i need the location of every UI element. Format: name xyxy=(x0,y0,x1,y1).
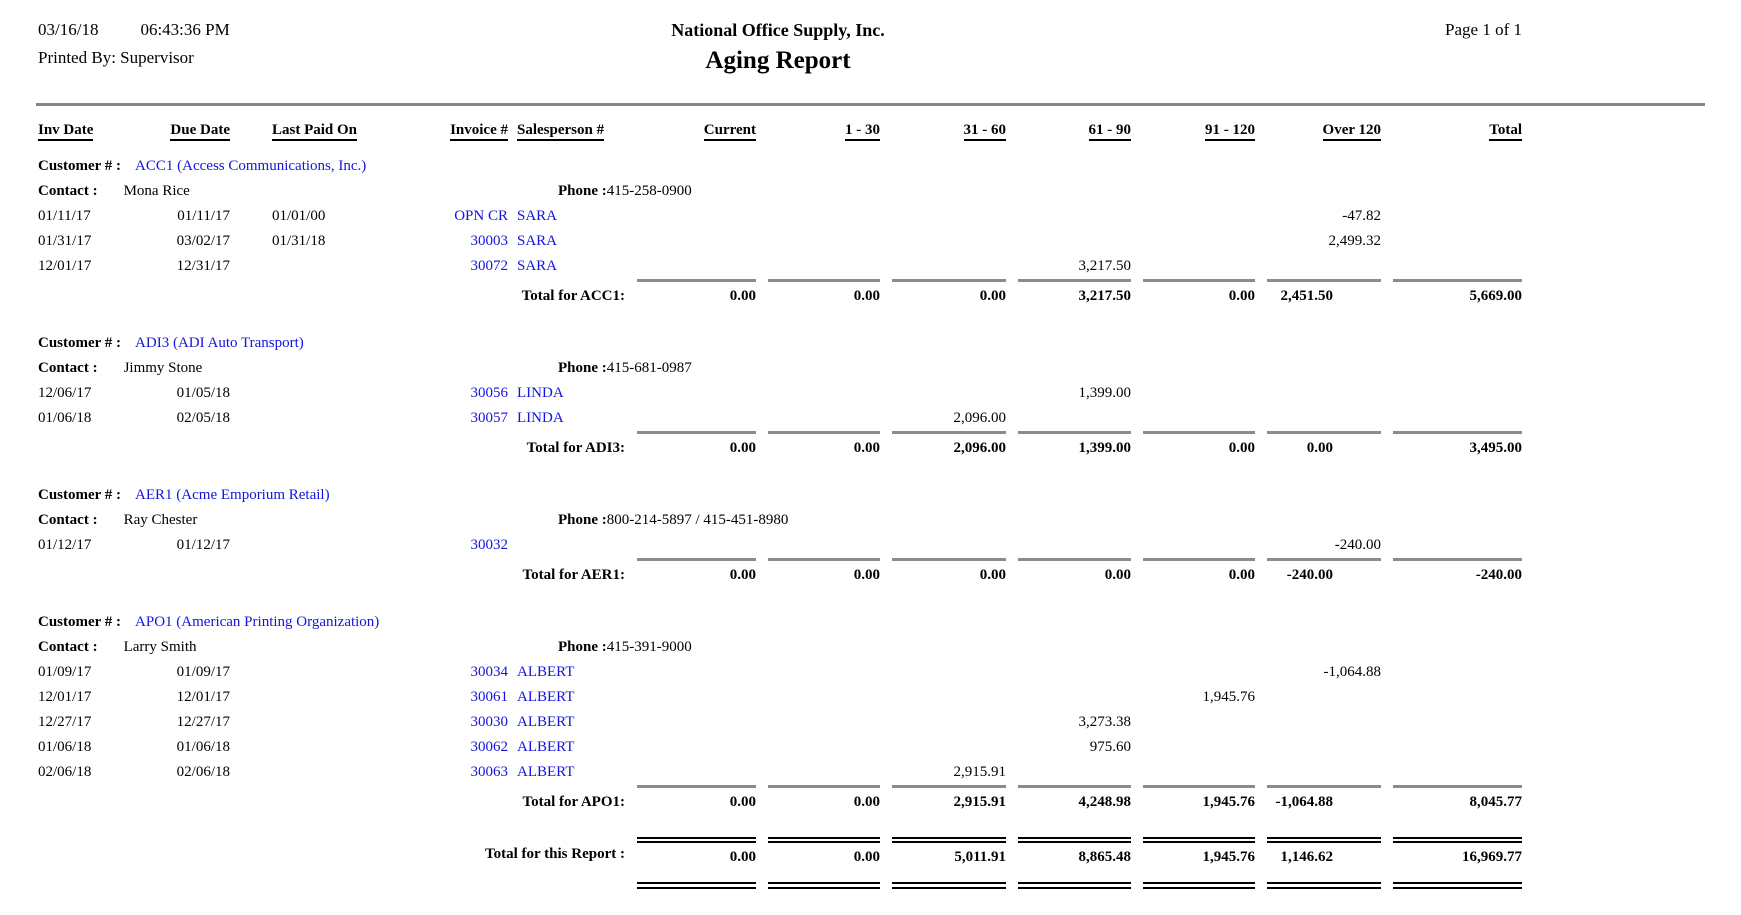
inv-date: 12/01/17 xyxy=(38,689,92,705)
customer-code-link[interactable]: ADI3 (ADI Auto Transport) xyxy=(135,335,304,351)
contact-row xyxy=(0,356,1741,381)
amount-current xyxy=(625,660,756,685)
amount-61-90 xyxy=(1006,660,1131,685)
inv-date: 01/11/17 xyxy=(38,208,91,224)
inv-date: 01/12/17 xyxy=(38,537,92,553)
amount-1-30 xyxy=(756,229,880,254)
amount-total xyxy=(1381,229,1522,254)
total-total: -240.00 xyxy=(1393,558,1522,584)
printed-date: 03/16/18 xyxy=(38,20,99,39)
customer-total-label: Total for ACC1: xyxy=(521,288,625,304)
total-31-60: 0.00 xyxy=(892,279,1006,305)
amount-total xyxy=(1381,710,1522,735)
amount-61-90 xyxy=(1006,760,1131,785)
inv-date: 01/31/17 xyxy=(38,233,92,249)
total-current: 0.00 xyxy=(637,431,756,457)
amount-61-90: 3,273.38 xyxy=(1078,714,1131,730)
amount-1-30 xyxy=(756,685,880,710)
amount-current xyxy=(625,710,756,735)
report-total-total: 16,969.77 xyxy=(1393,837,1522,866)
amount-31-60: 2,096.00 xyxy=(953,410,1006,426)
amount-total xyxy=(1381,760,1522,785)
amount-over-120 xyxy=(1255,254,1381,279)
amount-1-30 xyxy=(756,710,880,735)
due-date: 01/11/17 xyxy=(177,208,230,224)
amount-91-120 xyxy=(1131,660,1255,685)
amount-91-120 xyxy=(1131,254,1255,279)
amount-1-30 xyxy=(756,660,880,685)
total-91-120: 0.00 xyxy=(1143,279,1255,305)
amount-61-90 xyxy=(1006,533,1131,558)
amount-31-60 xyxy=(880,229,1006,254)
salesperson-link[interactable]: LINDA xyxy=(517,385,564,401)
phone xyxy=(558,179,692,204)
last-paid-on: 01/31/18 xyxy=(272,233,326,249)
amount-total xyxy=(1381,406,1522,431)
amount-1-30 xyxy=(756,760,880,785)
inv-date: 12/27/17 xyxy=(38,714,92,730)
amount-31-60 xyxy=(880,204,1006,229)
inv-date: 12/06/17 xyxy=(38,385,92,401)
total-91-120: 0.00 xyxy=(1143,431,1255,457)
amount-91-120 xyxy=(1131,381,1255,406)
total-1-30: 0.00 xyxy=(768,431,880,457)
due-date: 03/02/17 xyxy=(176,233,230,249)
customer-total-label: Total for AER1: xyxy=(522,567,625,583)
invoice-number-link[interactable]: 30061 xyxy=(470,689,508,705)
amount-31-60: 2,915.91 xyxy=(953,764,1006,780)
amount-61-90 xyxy=(1006,685,1131,710)
total-91-120: 0.00 xyxy=(1143,558,1255,584)
contact-name: Jimmy Stone xyxy=(123,360,203,376)
customer-section-acc1 xyxy=(0,154,1741,319)
report-total-row xyxy=(0,837,1741,877)
salesperson-link[interactable]: ALBERT xyxy=(517,689,575,705)
phone-label: Phone : xyxy=(558,512,607,528)
last-paid-on xyxy=(230,710,368,735)
amount-61-90 xyxy=(1006,406,1131,431)
contact-label: Contact : xyxy=(38,183,98,199)
amount-1-30 xyxy=(756,533,880,558)
invoice-number-link[interactable]: 30032 xyxy=(470,537,508,553)
invoice-number-link[interactable]: 30063 xyxy=(470,764,508,780)
invoice-row xyxy=(0,254,1741,279)
inv-date: 01/09/17 xyxy=(38,664,92,680)
last-paid-on xyxy=(230,254,368,279)
last-paid-on xyxy=(230,381,368,406)
contact-name: Ray Chester xyxy=(123,512,198,528)
amount-total xyxy=(1381,204,1522,229)
amount-91-120 xyxy=(1131,204,1255,229)
last-paid-on xyxy=(230,735,368,760)
customer-total-row xyxy=(0,785,1741,825)
inv-date: 01/06/18 xyxy=(38,739,92,755)
amount-total xyxy=(1381,685,1522,710)
page-title: Aging Report xyxy=(705,47,851,74)
contact-label: Contact : xyxy=(38,639,98,655)
amount-current xyxy=(625,760,756,785)
amount-31-60 xyxy=(880,254,1006,279)
report-total-31-60: 5,011.91 xyxy=(892,837,1006,866)
amount-91-120 xyxy=(1131,406,1255,431)
amount-31-60 xyxy=(880,710,1006,735)
invoice-row xyxy=(0,660,1741,685)
total-over-120: -240.00 xyxy=(1267,558,1381,584)
total-61-90: 3,217.50 xyxy=(1018,279,1131,305)
amount-over-120 xyxy=(1255,735,1381,760)
salesperson-link[interactable]: ALBERT xyxy=(517,764,575,780)
total-total: 3,495.00 xyxy=(1393,431,1522,457)
last-paid-on xyxy=(230,760,368,785)
invoice-row xyxy=(0,406,1741,431)
customer-header-row xyxy=(0,331,1741,356)
total-total: 5,669.00 xyxy=(1393,279,1522,305)
report-total-current: 0.00 xyxy=(637,837,756,866)
due-date: 12/01/17 xyxy=(176,689,230,705)
customer-number-label: Customer # : xyxy=(38,335,122,351)
customer-code-link[interactable]: AER1 (Acme Emporium Retail) xyxy=(135,487,330,503)
report-header xyxy=(0,0,1741,103)
amount-over-120: 2,499.32 xyxy=(1328,233,1381,249)
report-total-label: Total for this Report : xyxy=(485,846,625,862)
phone xyxy=(558,508,788,533)
amount-31-60 xyxy=(880,660,1006,685)
total-total: 8,045.77 xyxy=(1393,785,1522,811)
amount-91-120 xyxy=(1131,735,1255,760)
amount-over-120 xyxy=(1255,381,1381,406)
report-closing-rule xyxy=(0,882,1741,896)
invoice-number-link[interactable]: 30003 xyxy=(470,233,508,249)
total-91-120: 1,945.76 xyxy=(1143,785,1255,811)
customer-section-aer1 xyxy=(0,483,1741,598)
phone-label: Phone : xyxy=(558,183,607,199)
inv-date: 01/06/18 xyxy=(38,410,92,426)
customer-header-row xyxy=(0,483,1741,508)
amount-31-60 xyxy=(880,533,1006,558)
amount-61-90: 975.60 xyxy=(1089,739,1131,755)
contact-name: Mona Rice xyxy=(123,183,190,199)
inv-date: 02/06/18 xyxy=(38,764,92,780)
salesperson-link[interactable]: ALBERT xyxy=(517,714,575,730)
amount-current xyxy=(625,381,756,406)
invoice-row xyxy=(0,685,1741,710)
amount-current xyxy=(625,254,756,279)
customer-number-label: Customer # : xyxy=(38,487,122,503)
due-date: 12/31/17 xyxy=(176,258,230,274)
phone-number: 800-214-5897 / 415-451-8980 xyxy=(606,512,789,528)
contact-label: Contact : xyxy=(38,512,98,528)
salesperson-link[interactable]: ALBERT xyxy=(517,739,575,755)
amount-total xyxy=(1381,660,1522,685)
amount-over-120 xyxy=(1255,406,1381,431)
last-paid-on xyxy=(230,406,368,431)
amount-over-120: -1,064.88 xyxy=(1323,664,1381,680)
amount-over-120 xyxy=(1255,685,1381,710)
phone-label: Phone : xyxy=(558,639,607,655)
salesperson-link[interactable]: SARA xyxy=(517,208,558,224)
amount-91-120 xyxy=(1131,710,1255,735)
phone-number: 415-681-0987 xyxy=(606,360,692,376)
total-61-90: 4,248.98 xyxy=(1018,785,1131,811)
amount-31-60 xyxy=(880,381,1006,406)
due-date: 01/06/18 xyxy=(176,739,230,755)
last-paid-on xyxy=(230,660,368,685)
salesperson-link[interactable]: SARA xyxy=(517,233,558,249)
due-date: 01/05/18 xyxy=(176,385,230,401)
col-due-date: Due Date xyxy=(170,122,230,141)
report-total-over-120: 1,146.62 xyxy=(1267,837,1381,866)
invoice-number-link[interactable]: 30062 xyxy=(470,739,508,755)
amount-31-60 xyxy=(880,735,1006,760)
amount-current xyxy=(625,204,756,229)
printed-by: Printed By: Supervisor xyxy=(38,48,194,67)
total-31-60: 0.00 xyxy=(892,558,1006,584)
due-date: 01/12/17 xyxy=(176,537,230,553)
contact-row xyxy=(0,635,1741,660)
amount-current xyxy=(625,229,756,254)
phone-number: 415-258-0900 xyxy=(606,183,692,199)
customer-total-row xyxy=(0,279,1741,319)
customer-total-row xyxy=(0,558,1741,598)
invoice-number-link[interactable]: 30072 xyxy=(470,258,508,274)
amount-over-120: -240.00 xyxy=(1334,537,1381,553)
col-invoice: Invoice # xyxy=(450,122,508,141)
amount-current xyxy=(625,533,756,558)
last-paid-on: 01/01/00 xyxy=(272,208,326,224)
col-over-120: Over 120 xyxy=(1323,122,1381,141)
amount-61-90: 1,399.00 xyxy=(1078,385,1131,401)
customer-number-label: Customer # : xyxy=(38,158,122,174)
col-total: Total xyxy=(1489,122,1522,141)
amount-total xyxy=(1381,381,1522,406)
col-61-90: 61 - 90 xyxy=(1089,122,1132,141)
customer-header-row xyxy=(0,154,1741,179)
invoice-row xyxy=(0,381,1741,406)
salesperson-link[interactable]: SARA xyxy=(517,258,558,274)
printed-time: 06:43:36 PM xyxy=(140,20,230,39)
last-paid-on xyxy=(230,685,368,710)
total-over-120: 0.00 xyxy=(1267,431,1381,457)
customer-number-label: Customer # : xyxy=(38,614,122,630)
amount-current xyxy=(625,685,756,710)
col-1-30: 1 - 30 xyxy=(845,122,880,141)
customer-total-label: Total for ADI3: xyxy=(526,440,625,456)
report-total-91-120: 1,945.76 xyxy=(1143,837,1255,866)
total-1-30: 0.00 xyxy=(768,279,880,305)
col-inv-date: Inv Date xyxy=(38,122,93,141)
customer-total-label: Total for APO1: xyxy=(522,794,625,810)
amount-total xyxy=(1381,254,1522,279)
due-date: 02/06/18 xyxy=(176,764,230,780)
invoice-number-link[interactable]: 30030 xyxy=(470,714,508,730)
amount-over-120: -47.82 xyxy=(1342,208,1381,224)
contact-label: Contact : xyxy=(38,360,98,376)
page-number: Page 1 of 1 xyxy=(1445,20,1522,39)
report-total-1-30: 0.00 xyxy=(768,837,880,866)
contact-name: Larry Smith xyxy=(123,639,197,655)
amount-1-30 xyxy=(756,254,880,279)
amount-91-120 xyxy=(1131,533,1255,558)
salesperson-link[interactable] xyxy=(508,533,625,558)
amount-1-30 xyxy=(756,406,880,431)
due-date: 01/09/17 xyxy=(176,664,230,680)
customer-section-apo1 xyxy=(0,610,1741,825)
customer-code-link[interactable]: APO1 (American Printing Organization) xyxy=(135,614,380,630)
total-31-60: 2,096.00 xyxy=(892,431,1006,457)
col-salesperson: Salesperson # xyxy=(517,122,604,141)
invoice-number-link[interactable]: 30057 xyxy=(470,410,508,426)
total-1-30: 0.00 xyxy=(768,785,880,811)
invoice-row xyxy=(0,710,1741,735)
col-last-paid: Last Paid On xyxy=(272,122,357,141)
customer-code-link[interactable]: ACC1 (Access Communications, Inc.) xyxy=(135,158,367,174)
amount-current xyxy=(625,735,756,760)
amount-current xyxy=(625,406,756,431)
contact-row xyxy=(0,179,1741,204)
col-current: Current xyxy=(704,122,756,141)
amount-1-30 xyxy=(756,381,880,406)
amount-1-30 xyxy=(756,735,880,760)
phone-number: 415-391-9000 xyxy=(606,639,692,655)
total-31-60: 2,915.91 xyxy=(892,785,1006,811)
total-current: 0.00 xyxy=(637,279,756,305)
total-1-30: 0.00 xyxy=(768,558,880,584)
total-61-90: 0.00 xyxy=(1018,558,1131,584)
phone xyxy=(558,356,692,381)
header-divider xyxy=(36,103,1705,106)
amount-61-90 xyxy=(1006,229,1131,254)
last-paid-on xyxy=(230,533,368,558)
amount-total xyxy=(1381,533,1522,558)
amount-91-120 xyxy=(1131,229,1255,254)
due-date: 12/27/17 xyxy=(176,714,230,730)
amount-over-120 xyxy=(1255,710,1381,735)
amount-1-30 xyxy=(756,204,880,229)
invoice-row xyxy=(0,204,1741,229)
invoice-row xyxy=(0,760,1741,785)
amount-91-120: 1,945.76 xyxy=(1202,689,1255,705)
amount-61-90 xyxy=(1006,204,1131,229)
col-91-120: 91 - 120 xyxy=(1205,122,1255,141)
phone xyxy=(558,635,692,660)
invoice-row xyxy=(0,533,1741,558)
amount-91-120 xyxy=(1131,760,1255,785)
col-31-60: 31 - 60 xyxy=(964,122,1007,141)
column-header-row xyxy=(0,122,1741,152)
salesperson-link[interactable]: LINDA xyxy=(517,410,564,426)
company-name: National Office Supply, Inc. xyxy=(671,20,885,40)
salesperson-link[interactable]: ALBERT xyxy=(517,664,575,680)
total-over-120: 2,451.50 xyxy=(1267,279,1381,305)
contact-row xyxy=(0,508,1741,533)
customer-section-adi3 xyxy=(0,331,1741,471)
customer-total-row xyxy=(0,431,1741,471)
total-over-120: -1,064.88 xyxy=(1267,785,1381,811)
amount-61-90: 3,217.50 xyxy=(1078,258,1131,274)
total-current: 0.00 xyxy=(637,785,756,811)
amount-total xyxy=(1381,735,1522,760)
report-total-61-90: 8,865.48 xyxy=(1018,837,1131,866)
invoice-number-link[interactable]: 30034 xyxy=(470,664,508,680)
inv-date: 12/01/17 xyxy=(38,258,92,274)
amount-over-120 xyxy=(1255,760,1381,785)
customer-header-row xyxy=(0,610,1741,635)
amount-31-60 xyxy=(880,685,1006,710)
phone-label: Phone : xyxy=(558,360,607,376)
total-current: 0.00 xyxy=(637,558,756,584)
total-61-90: 1,399.00 xyxy=(1018,431,1131,457)
invoice-number-link[interactable]: 30056 xyxy=(470,385,508,401)
invoice-row xyxy=(0,229,1741,254)
invoice-number-link[interactable]: OPN CR xyxy=(454,208,508,224)
due-date: 02/05/18 xyxy=(176,410,230,426)
invoice-row xyxy=(0,735,1741,760)
